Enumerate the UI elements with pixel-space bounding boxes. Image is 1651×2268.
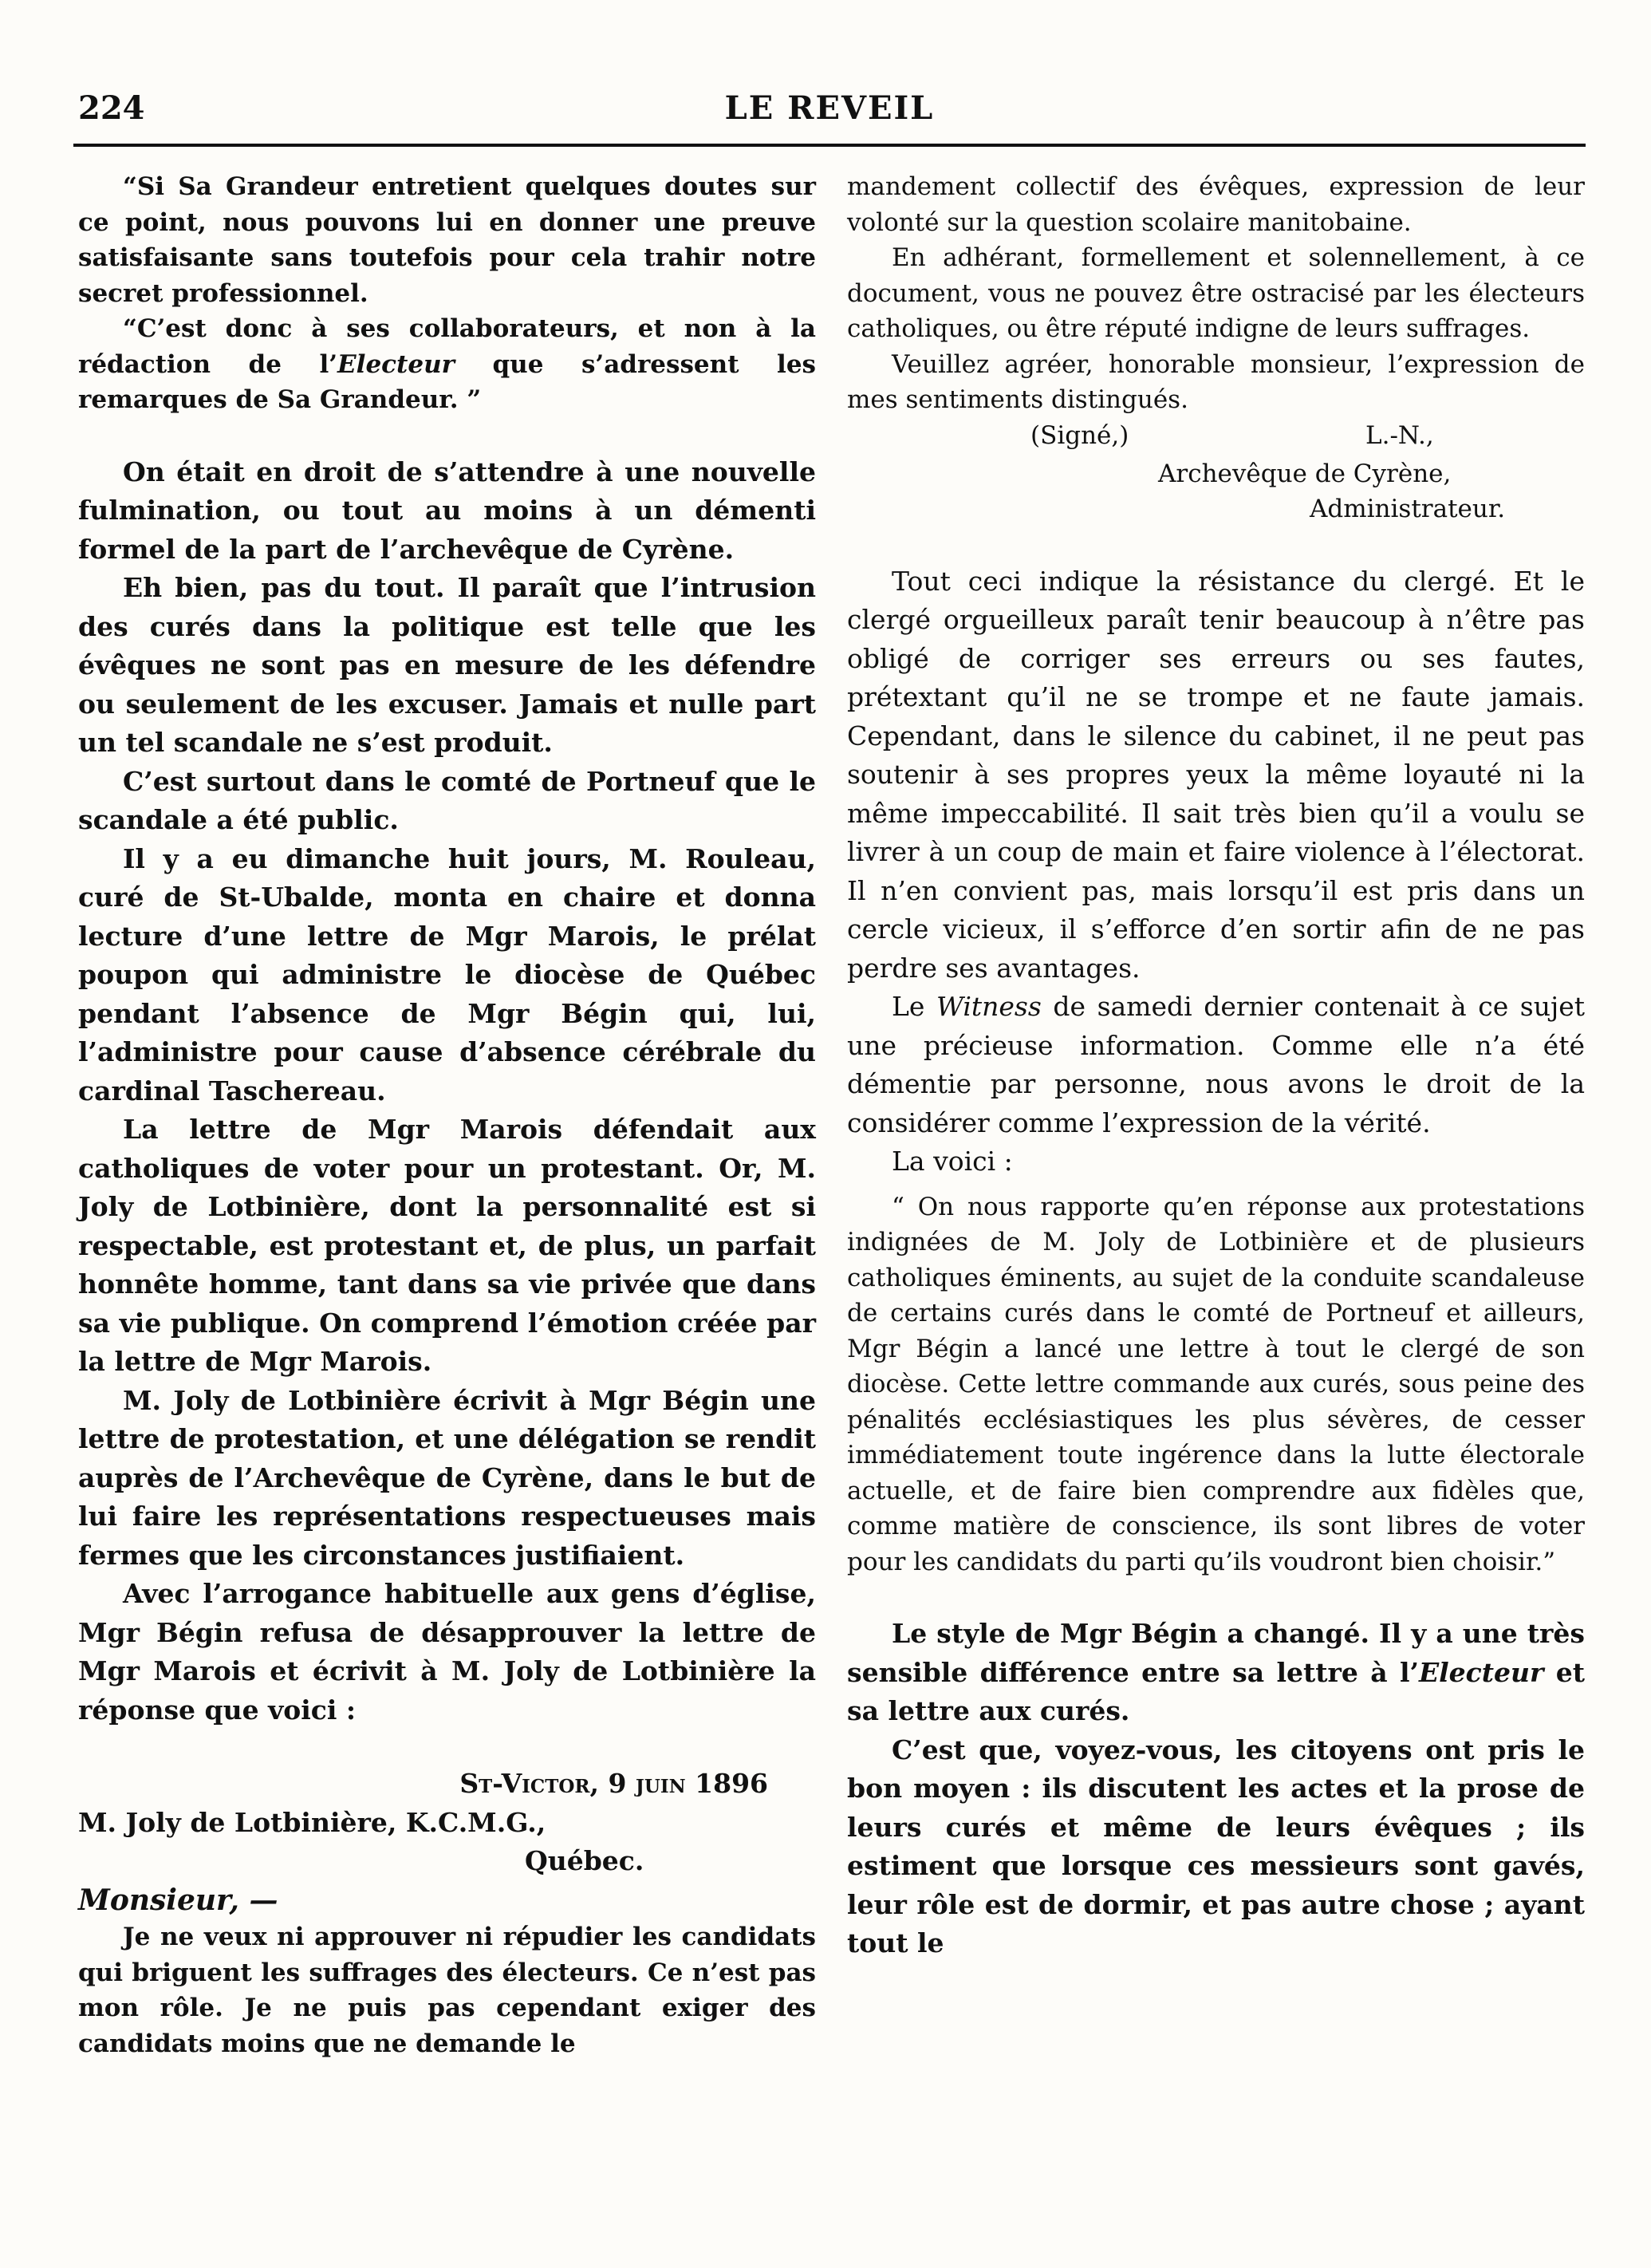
left-column: [78, 169, 816, 2061]
signature-role: Administrateur.: [1310, 495, 1506, 523]
electeur-italic: Electeur: [337, 349, 455, 379]
paragraph: Tout ceci indique la résistance du clergé. Et le clergé orgueilleux paraît tenir beaucoup à n’être pas obligé de corriger ses erreurs ou ses fautes, prétextant qu’il ne se trompe et ne faute jamais. Cependant, dans le silence du cabinet, il ne peut pas soutenir à ses propres yeux la même loyauté ni la même impeccabilité. Il sait très bien qu’il a voulu se livrer à un coup de main et faire violence à l’électorat. Il n’en convient pas, mais lorsqu’il est pris dans un cercle vicieux, il s’efforce d’en sortir afin de ne pas perdre ses avantages.: [847, 565, 1585, 984]
electeur-italic: Electeur: [1418, 1656, 1544, 1688]
signed-name: L.-N.,: [1365, 420, 1434, 450]
spacer: [847, 1580, 1585, 1615]
paragraph: Eh bien, pas du tout. Il paraît que l’intrusion des curés dans la politique est telle que les évêques ne sont pas en mesure de les défendre ou seulement de les excuser. Jamais et nulle part un tel scandale ne s’est produit.: [78, 572, 816, 758]
letter-salutation: Monsieur, —: [78, 1883, 278, 1917]
signature-line: [847, 418, 1585, 456]
letter-city: Québec.: [525, 1845, 644, 1876]
spacer: [78, 1730, 816, 1765]
right-column: [847, 169, 1585, 1963]
letter-body: mandement collectif des évêques, expression de leur volonté sur la question scolaire manitobaine.: [847, 172, 1585, 237]
letter-place-date: St-Victor, 9 juin 1896: [459, 1768, 768, 1799]
paragraph: M. Joly de Lotbinière écrivit à Mgr Bégin une lettre de protestation, et une délégation se rendit auprès de l’Archevêque de Cyrène, dans le but de lui faire les représentations respectueuses mais fermes que les circonstances justifiaient.: [78, 1384, 816, 1571]
quote-paragraph: “ On nous rapporte qu’en réponse aux protestations indignées de M. Joly de Lotbinière et de plusieurs catholiques éminents, au sujet de la conduite scandaleuse de certains curés dans le comté de Portneuf et ailleurs, Mgr Bégin a lancé une lettre à tout le clergé de son diocèse. Cette lettre commande aux curés, sous peine des pénalités ecclésiastiques les plus sévères, de cesser immédiatement toute ingérence dans la lutte électorale actuelle, et de faire bien comprendre aux fidèles que, comme matière de conscience, ils sont libres de voter pour les candidats du parti qu’ils voudront bien choisir.”: [847, 1192, 1585, 1576]
paragraph: La lettre de Mgr Marois défendait aux catholiques de voter pour un protestant. Or, M. Joly de Lotbinière, dont la personnalité est si respectable, est protestant et, de plus, un parfait honnête homme, tant dans sa vie privée que dans sa vie publique. On comprend l’émotion créée par la lettre de Mgr Marois.: [78, 1114, 816, 1377]
signature-title: Archevêque de Cyrène,: [1158, 459, 1452, 488]
letter-addressee: M. Joly de Lotbinière, K.C.M.G.,: [78, 1806, 546, 1838]
paragraph: On était en droit de s’attendre à une nouvelle fulmination, ou tout au moins à un démenti formel de la part de l’archevêque de Cyrène.: [78, 456, 816, 565]
signed-label: (Signé,): [1030, 420, 1129, 450]
paragraph: Le style de Mgr Bégin a changé. Il y a une très sensible différence entre sa lettre à l’Electeur et sa lettre aux curés.: [847, 1618, 1585, 1726]
letter-body: Veuillez agréer, honorable monsieur, l’expression de mes sentiments distingués.: [847, 349, 1585, 414]
spacer: [78, 418, 816, 453]
page-header: [72, 89, 1587, 137]
paragraph: Il y a eu dimanche huit jours, M. Rouleau, curé de St-Ubalde, monta en chaire et donna lecture d’une lettre de Mgr Marois, le prélat poupon qui administre le diocèse de Québec pendant l’absence de Mgr Bégin qui, lui, l’administre pour cause d’absence cérébrale du cardinal Taschereau.: [78, 842, 816, 1106]
spacer: [847, 1181, 1585, 1189]
page-number: 224: [78, 89, 145, 127]
header-rule: [73, 144, 1586, 147]
letter-body: Je ne veux ni approuver ni répudier les candidats qui briguent les suffrages des électeurs. Ce n’est pas mon rôle. Je ne puis pas cependant exiger des candidats moins que ne demande le: [78, 1923, 816, 2058]
paragraph: La voici :: [892, 1146, 1013, 1177]
running-title: LE REVEIL: [724, 89, 935, 127]
spacer: [847, 527, 1585, 562]
witness-italic: Witness: [936, 991, 1042, 1022]
paragraph: C’est surtout dans le comté de Portneuf que le scandale a été public.: [78, 765, 816, 835]
quote-paragraph: “Si Sa Grandeur entretient quelques doutes sur ce point, nous pouvons lui en donner une preuve satisfaisante sans toutefois pour cela trahir notre secret professionnel.: [78, 172, 816, 308]
paragraph: Avec l’arrogance habituelle aux gens d’église, Mgr Bégin refusa de désapprouver la lettre de Mgr Marois et écrivit à M. Joly de Lotbinière la réponse que voici :: [78, 1578, 816, 1726]
paragraph: Le Witness de samedi dernier contenait à ce sujet une précieuse information. Comme elle n’a été démentie par personne, nous avons le droit de la considérer comme l’expression de la vérité.: [847, 991, 1586, 1138]
paragraph: C’est que, voyez-vous, les citoyens ont pris le bon moyen : ils discutent les actes et la prose de leurs curés et même de leurs évêques ; ils estiment que lorsque ces messieurs sont gavés, leur rôle est de dormir, et pas autre chose ; ayant tout le: [847, 1734, 1585, 1958]
letter-body: En adhérant, formellement et solennellement, à ce document, vous ne pouvez être ostracisé par les électeurs catholiques, ou être réputé indigne de leurs suffrages.: [847, 243, 1585, 343]
quote-paragraph: “C’est donc à ses collaborateurs, et non à la rédaction de l’Electeur que s’adressent les remarques de Sa Grandeur. ”: [78, 314, 816, 414]
